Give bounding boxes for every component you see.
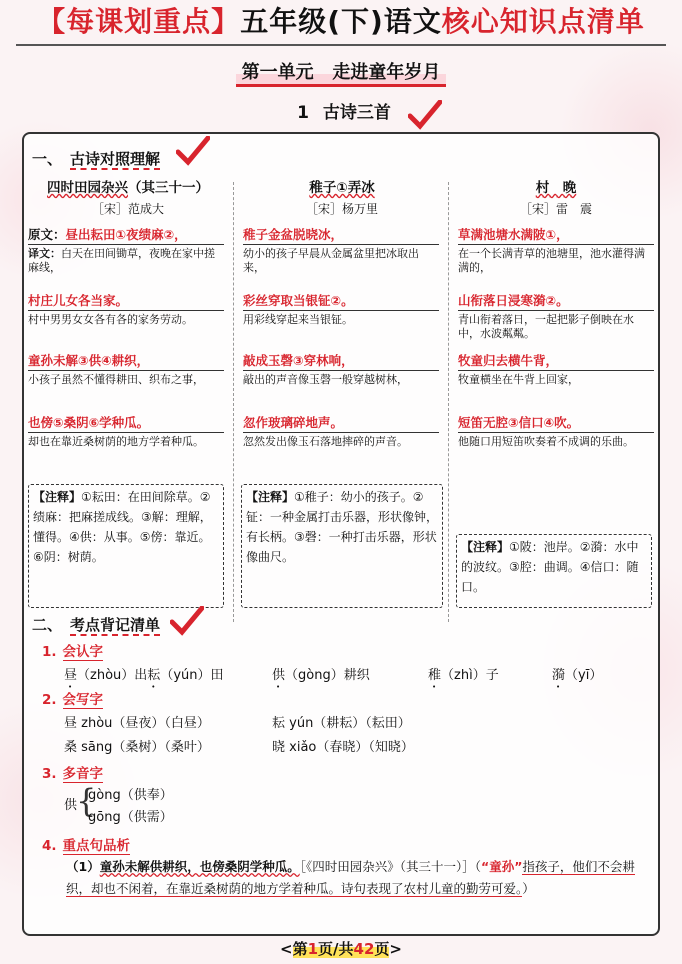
unit-title: [0, 58, 682, 84]
sentence-source: ［《四时田园杂兴》（其三十一）］（: [299, 859, 481, 874]
translation-text: 幼小的孩子早晨从金属盆里把冰取出来，: [243, 244, 439, 275]
pinyin: （yī）: [565, 668, 603, 683]
translation-text: 牧童横坐在牛背上回家，: [458, 370, 654, 387]
item-label: 多音字: [62, 766, 104, 782]
original-text: 牧童归去横牛背，: [458, 353, 559, 368]
recognize-word: [428, 664, 499, 691]
poem-line: [458, 226, 654, 275]
item-heading: [42, 762, 103, 782]
original-text: 村庄儿女各当家。: [28, 293, 129, 308]
original-text: 童孙未解③供④耕织，: [28, 353, 150, 368]
translation-tag: 译文：: [28, 247, 61, 260]
poem-line: [28, 352, 224, 387]
annotation-box: [241, 484, 443, 608]
original-text: 稚子金盆脱晓冰，: [243, 227, 344, 242]
poem-line: [28, 226, 224, 275]
poem-column-1: [30, 176, 226, 217]
title-prefix: 【每课划重点】: [37, 5, 241, 38]
translation-text: 敲出的声音像玉磬一般穿越树林，: [243, 370, 439, 387]
poem-title-suffix: （其三十一）: [128, 180, 209, 196]
poem-line: [458, 292, 654, 341]
footer-text: 第: [292, 940, 308, 958]
char: 田: [210, 668, 224, 683]
original-text: 忽作玻璃碎地声。: [243, 415, 344, 430]
lesson-name: 古诗三首: [322, 103, 391, 123]
annotation-text: ①稚子：幼小的孩子。②钲：一种金属打击乐器，形状像钟，有长柄。③磬：一种打击乐器，形状像曲尺。: [246, 490, 439, 564]
original-text: 敲成玉磬③穿林响，: [243, 353, 354, 368]
current-page: 1: [307, 940, 319, 958]
poem-column-3: [458, 176, 654, 217]
annotation-box: [456, 534, 652, 608]
footer-text: 页/共: [318, 940, 354, 958]
section-2-number: 二、: [32, 616, 63, 634]
original-text: 彩丝穿取当银钲②。: [243, 293, 354, 308]
original-text: 也傍⑤桑阴⑥学种瓜。: [28, 415, 150, 430]
section-2-label: 考点背记清单: [70, 616, 161, 634]
item-label: 会写字: [62, 692, 104, 708]
annotation-box: [28, 484, 224, 608]
item-number: 1.: [42, 644, 57, 660]
pinyin: （zhòu）: [77, 668, 135, 683]
item-number: 4.: [42, 838, 57, 854]
original-text: 昼出耘田①夜绩麻②，: [65, 227, 187, 242]
document-title: [0, 0, 682, 44]
unit-label: 第一单元: [241, 62, 314, 83]
annotation-tag: 【注释】: [246, 490, 295, 504]
footer-text: 页: [374, 940, 390, 958]
translation-text: 小孩子虽然不懂得耕田、织布之事，: [28, 370, 224, 387]
checkmark-icon: [176, 136, 210, 166]
polyphone-reading: gòng（供奉）: [88, 788, 173, 803]
annotation-text: ①陂：池岸。②漪：水中的波纹。③腔：曲调。④信口：随口。: [461, 540, 639, 594]
poem-author: ［宋］杨万里: [305, 202, 378, 216]
item-heading: [42, 834, 130, 854]
lesson-number: 1: [297, 103, 309, 123]
column-divider: [448, 182, 449, 622]
checkmark-icon: [170, 606, 204, 636]
title-suffix: 核心知识点清单: [441, 5, 645, 38]
poem-title: [244, 176, 440, 196]
poem-line: [243, 414, 439, 449]
translation-text: 用彩线穿起来当银钲。: [243, 310, 439, 327]
footer-right: >: [389, 940, 402, 958]
annotation-text: ①耘田：在田间除草。②绩麻：把麻搓成线。③解：理解，懂得。④供：从事。⑤傍：靠近。⑥阴：树荫。: [33, 490, 212, 564]
poem-line: [243, 292, 439, 327]
poem-line: [243, 226, 439, 275]
char: 稚: [428, 668, 442, 683]
item-heading: [42, 688, 103, 708]
pinyin: （yún）: [160, 668, 211, 683]
write-word: 晓 xiǎo（春晓）（知晓）: [272, 740, 414, 755]
translation-text: 白天在田间锄草，夜晚在家中搓麻线，: [28, 247, 215, 274]
brace-icon: {: [76, 782, 97, 820]
char: 子: [485, 668, 499, 683]
section-1-number: 一、: [32, 150, 63, 168]
item-label: 会认字: [62, 644, 104, 660]
annotation-tag: 【注释】: [33, 490, 82, 504]
poem-author: ［宋］范成大: [91, 202, 164, 216]
item-heading: [42, 640, 103, 660]
column-divider: [233, 182, 234, 622]
pinyin: （zhì）: [441, 668, 486, 683]
polyphone-char: 供: [64, 798, 78, 813]
char: 耘: [147, 668, 161, 683]
item-number: 2.: [42, 692, 57, 708]
recognize-word: [552, 664, 602, 691]
poem-line: [243, 352, 439, 387]
poem-line: [28, 414, 224, 449]
poem-line: [458, 414, 654, 449]
pinyin: （gòng）: [285, 668, 344, 683]
footer-left: <: [280, 940, 293, 958]
key-sentence: 童孙未解供耕织，也傍桑阴学种瓜。: [99, 859, 300, 874]
analysis-number: （1）: [66, 859, 100, 874]
item-label: 重点句品析: [62, 838, 131, 854]
poem-title: [30, 176, 226, 196]
poem-title-text: 村 晚: [535, 180, 577, 196]
poem-column-2: [244, 176, 440, 217]
lesson-title: [0, 98, 682, 123]
recognize-word: [272, 664, 370, 691]
translation-text: 村中男男女女各有各的家务劳动。: [28, 310, 224, 327]
section-1-label: 古诗对照理解: [70, 150, 161, 168]
item-number: 3.: [42, 766, 57, 782]
write-word: 昼 zhòu（昼夜）（白昼）: [64, 716, 210, 731]
explanation-text: 指孩子，他们不会耕织，却也不闲着，在靠近桑树荫的地方学着种瓜。诗句表现了农村儿童的勤劳可爱。: [66, 859, 635, 896]
section-2-heading: [32, 614, 160, 635]
annotation-tag: 【注释】: [461, 540, 510, 554]
title-middle: 五年级(下)语文: [240, 5, 442, 38]
quoted-term: “童孙”: [480, 859, 523, 874]
original-text: 山衔落日浸寒漪②。: [458, 293, 569, 308]
translation-text: 却也在靠近桑树荫的地方学着种瓜。: [28, 432, 224, 449]
total-pages: 42: [353, 940, 375, 958]
poem-line: [458, 352, 654, 387]
translation-text: 忽然发出像玉石落地摔碎的声音。: [243, 432, 439, 449]
original-tag: 原文：: [28, 227, 66, 242]
char: 昼: [64, 668, 78, 683]
checkmark-icon: [408, 100, 442, 130]
polyphone-reading: gōng（供需）: [88, 810, 173, 825]
unit-name: 走进童年岁月: [332, 62, 441, 83]
translation-text: 青山衔着落日，一起把影子倒映在水中，水波粼粼。: [458, 310, 654, 341]
translation-text: 他随口用短笛吹奏着不成调的乐曲。: [458, 432, 654, 449]
write-word: 桑 sāng（桑树）（桑叶）: [64, 740, 210, 755]
original-text: 草满池塘水满陂①，: [458, 227, 569, 242]
poem-line: [28, 292, 224, 327]
char: 供: [272, 668, 286, 683]
sentence-analysis: [66, 856, 646, 900]
char: 耕织: [343, 668, 370, 683]
original-text: 短笛无腔③信口④吹。: [458, 415, 580, 430]
page-indicator: [0, 938, 682, 959]
write-word: 耘 yún（耕耘）（耘田）: [272, 716, 411, 731]
closing-paren: ）: [522, 881, 535, 896]
char: 出: [134, 668, 148, 683]
poem-title-text: 四时田园杂兴: [47, 180, 128, 196]
poem-title-text: 稚子①弄冰: [309, 180, 375, 196]
char: 漪: [552, 668, 566, 683]
poem-title: [458, 176, 654, 196]
translation-text: 在一个长满青草的池塘里，池水灌得满满的，: [458, 244, 654, 275]
poem-author: ［宋］雷 震: [519, 202, 592, 216]
recognize-word: [64, 664, 224, 691]
original-line: [28, 226, 224, 244]
title-divider: [16, 44, 666, 46]
section-1-heading: [32, 148, 160, 169]
translation-line: [28, 244, 224, 275]
